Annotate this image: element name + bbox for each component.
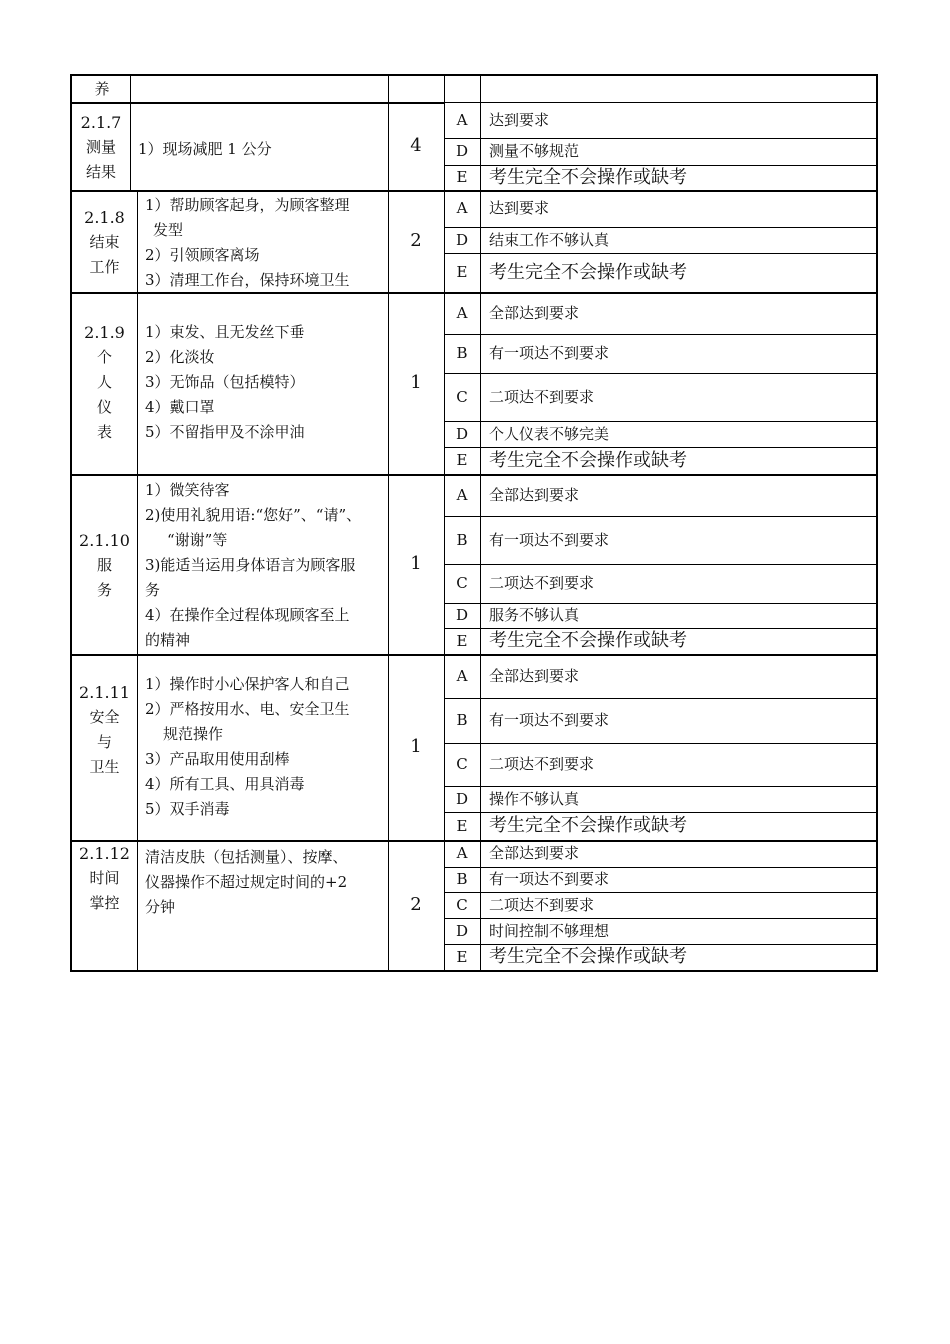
- section-content-line: 5）双手消毒: [145, 800, 230, 818]
- section-content-line: 规范操作: [163, 725, 224, 743]
- grade-description: 考生完全不会操作或缺考: [489, 262, 687, 283]
- section-content-line: 5）不留指甲及不涂甲油: [145, 423, 305, 441]
- section-code-line: 2.1.11: [79, 683, 130, 702]
- section-content-line: 3）产品取用使用刮棒: [145, 750, 290, 768]
- grade-description: 测量不够规范: [489, 142, 580, 160]
- grade-letter: A: [456, 486, 468, 504]
- grade-letter: E: [456, 263, 468, 281]
- section-content-line: 3)能适当运用身体语言为顾客服: [145, 556, 356, 574]
- section-content-line: 分钟: [145, 898, 176, 916]
- grade-description: 个人仪表不够完美: [489, 425, 610, 443]
- grade-letter: A: [456, 199, 468, 217]
- grade-description: 考生完全不会操作或缺考: [489, 167, 687, 188]
- section-code-line: 表: [96, 423, 112, 441]
- grade-description: 二项达不到要求: [489, 388, 595, 406]
- section-score: 1: [410, 736, 422, 757]
- col-divider-grade-text: [480, 74, 481, 972]
- grade-letter: E: [456, 168, 468, 186]
- grade-letter: C: [456, 755, 468, 773]
- grade-description: 有一项达不到要求: [489, 344, 610, 362]
- section-code-line: 卫生: [89, 758, 120, 776]
- grade-description: 二项达不到要求: [489, 574, 595, 592]
- grade-description: 有一项达不到要求: [489, 531, 610, 549]
- grade-letter: B: [456, 870, 468, 888]
- section-code-line: 测量: [85, 138, 116, 156]
- grade-letter: C: [456, 388, 468, 406]
- section-code-line: 2.1.7: [80, 113, 122, 132]
- section-content-line: 2）化淡妆: [145, 348, 215, 366]
- section-content-line: 仪器操作不超过规定时间的+2: [145, 873, 348, 891]
- grade-description: 达到要求: [489, 111, 550, 129]
- section-content-line: 1）现场减肥 1 公分: [138, 140, 272, 158]
- grade-letter: D: [455, 231, 469, 249]
- grade-description: 考生完全不会操作或缺考: [489, 946, 687, 967]
- section-score: 1: [410, 553, 422, 574]
- section-code-line: 安全: [89, 708, 120, 726]
- section-content-line: 2)使用礼貌用语:“您好”、“请”、: [145, 506, 362, 524]
- grade-description: 考生完全不会操作或缺考: [489, 630, 687, 651]
- grade-letter: A: [456, 667, 468, 685]
- section-score: 1: [410, 372, 422, 393]
- grade-letter: E: [456, 632, 468, 650]
- top-row-code-tail: 养: [94, 80, 110, 98]
- section-content-line: 1）束发、且无发丝下垂: [145, 323, 305, 341]
- section-code-line: 仪: [96, 398, 112, 416]
- grade-letter: D: [455, 425, 469, 443]
- section-code-line: 工作: [89, 258, 120, 276]
- section-content-line: 4）在操作全过程体现顾客至上: [145, 606, 350, 624]
- section-content-line: 1）操作时小心保护客人和自己: [145, 675, 350, 693]
- grade-letter: A: [456, 844, 468, 862]
- grade-letter: B: [456, 711, 468, 729]
- section-score: 4: [410, 135, 422, 156]
- section-score: 2: [410, 894, 422, 915]
- grade-description: 有一项达不到要求: [489, 870, 610, 888]
- grade-description: 时间控制不够理想: [489, 922, 610, 940]
- section-content-line: 4）戴口罩: [145, 398, 215, 416]
- section-code-line: 时间: [89, 869, 120, 887]
- grade-letter: A: [456, 304, 468, 322]
- section-code-line: 与: [96, 733, 112, 751]
- row-divider-top-left: [70, 102, 444, 104]
- grade-description: 全部达到要求: [489, 486, 580, 504]
- grade-letter: A: [456, 111, 468, 129]
- section-code-line: 结束: [89, 233, 120, 251]
- section-code-line: 2.1.8: [84, 208, 125, 227]
- section-content-line: 2）引领顾客离场: [145, 246, 260, 264]
- grade-description: 达到要求: [489, 199, 550, 217]
- section-content-line: 1）帮助顾客起身，为顾客整理: [145, 196, 350, 214]
- section-content-line: 4）所有工具、用具消毒: [145, 775, 305, 793]
- section-content-line: 的精神: [145, 631, 191, 649]
- section-content-line: 清洁皮肤（包括测量）、按摩、: [145, 848, 348, 866]
- section-content-line: 2）严格按用水、电、安全卫生: [145, 700, 350, 718]
- section-content-line: 3）清理工作台，保持环境卫生: [145, 271, 350, 289]
- grade-letter: D: [455, 922, 469, 940]
- grade-description: 全部达到要求: [489, 304, 580, 322]
- section-code-line: 个: [96, 348, 112, 366]
- col-divider-code-lower: [137, 190, 138, 972]
- grade-letter: E: [456, 948, 468, 966]
- section-content-line: “谢谢”等: [167, 531, 228, 549]
- grade-description: 服务不够认真: [489, 606, 580, 624]
- section-code-line: 务: [96, 581, 112, 599]
- grade-letter: E: [456, 451, 468, 469]
- grade-letter: D: [455, 606, 469, 624]
- grade-description: 全部达到要求: [489, 844, 580, 862]
- grade-description: 考生完全不会操作或缺考: [489, 450, 687, 471]
- section-content-line: 3）无饰品（包括模特）: [145, 373, 305, 391]
- grade-letter: B: [456, 344, 468, 362]
- section-content-line: 务: [145, 581, 161, 599]
- grade-description: 有一项达不到要求: [489, 711, 610, 729]
- col-divider-score: [388, 74, 389, 972]
- grade-description: 全部达到要求: [489, 667, 580, 685]
- section-code-line: 掌控: [89, 894, 120, 912]
- grade-description: 结束工作不够认真: [489, 231, 610, 249]
- section-content-line: 发型: [153, 221, 184, 239]
- grade-letter: E: [456, 817, 468, 835]
- section-content-line: 1）微笑待客: [145, 481, 230, 499]
- section-code-line: 2.1.12: [79, 844, 130, 863]
- section-code-line: 结果: [85, 163, 116, 181]
- section-score: 2: [410, 230, 422, 251]
- grade-description: 二项达不到要求: [489, 896, 595, 914]
- grade-description: 二项达不到要求: [489, 755, 595, 773]
- grade-letter: D: [455, 142, 469, 160]
- grade-letter: C: [456, 896, 468, 914]
- section-code-line: 服: [96, 556, 112, 574]
- grade-description: 考生完全不会操作或缺考: [489, 815, 687, 836]
- section-code-line: 人: [96, 373, 112, 391]
- grade-letter: D: [455, 790, 469, 808]
- grade-description: 操作不够认真: [489, 790, 580, 808]
- section-code-line: 2.1.9: [84, 323, 125, 342]
- grade-letter: C: [456, 574, 468, 592]
- section-code-line: 2.1.10: [79, 531, 130, 550]
- grade-letter: B: [456, 531, 468, 549]
